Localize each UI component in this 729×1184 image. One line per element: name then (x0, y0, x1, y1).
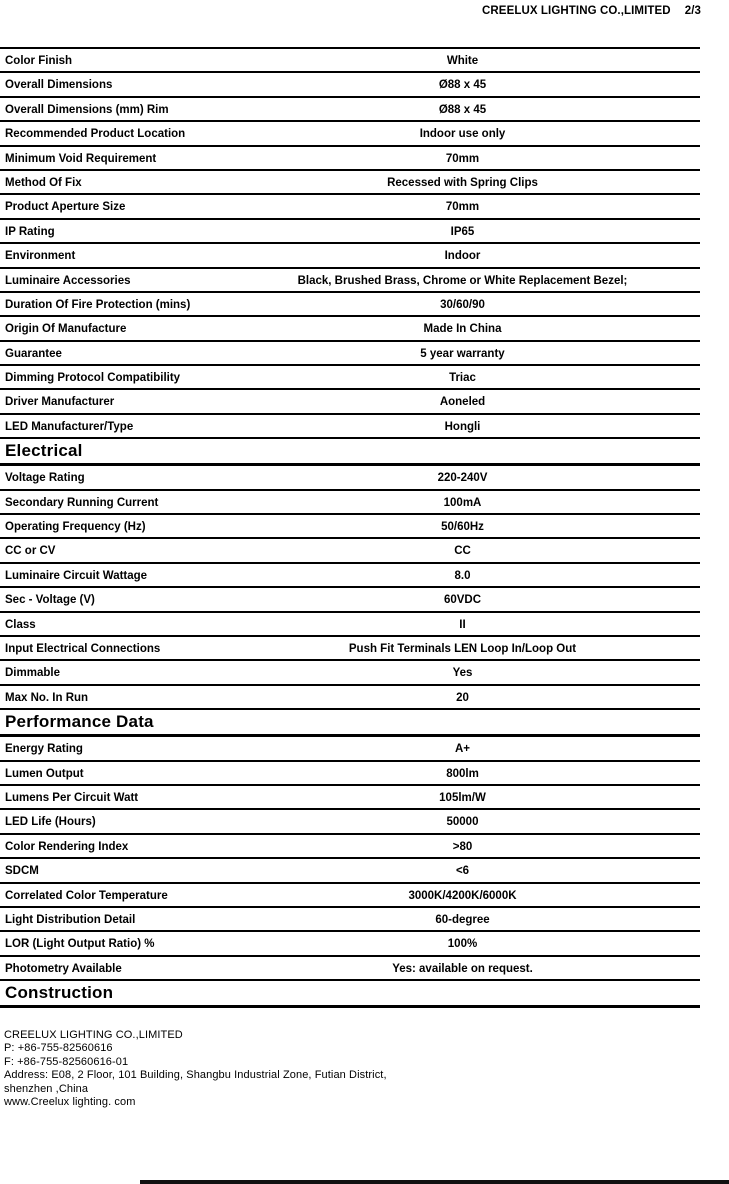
spec-label: Luminaire Circuit Wattage (5, 569, 148, 582)
spec-value: 70mm (445, 201, 480, 214)
spec-row (0, 661, 700, 685)
spec-row (0, 908, 700, 932)
spec-value: Yes (452, 667, 473, 680)
spec-row (0, 466, 700, 490)
footer-line-6: www.Creelux lighting. com (4, 1096, 136, 1109)
spec-value: 60-degree (435, 913, 490, 926)
spec-row (0, 859, 700, 883)
spec-label: Operating Frequency (Hz) (5, 521, 146, 534)
spec-value: 70mm (445, 152, 480, 165)
spec-value: Yes: available on request. (392, 962, 533, 975)
spec-row (0, 342, 700, 366)
section-title-performance-data: Performance Data (0, 710, 700, 737)
spec-label: Class (5, 618, 36, 631)
spec-label: Overall Dimensions (mm) Rim (5, 103, 169, 116)
spec-row (0, 564, 700, 588)
spec-label: IP Rating (5, 225, 55, 238)
spec-value: >80 (452, 840, 473, 853)
spec-label: CC or CV (5, 545, 56, 558)
spec-label: LOR (Light Output Ratio) % (5, 938, 155, 951)
spec-row (0, 810, 700, 834)
footer-line-4: Address: E08, 2 Floor, 101 Building, Shangbu Industrial Zone, Futian District, (4, 1069, 387, 1082)
spec-label: Energy Rating (5, 743, 83, 756)
spec-row (0, 786, 700, 810)
spec-row (0, 317, 700, 341)
next-page-edge-bar (140, 1180, 729, 1184)
spec-value: 220-240V (437, 472, 488, 485)
spec-label: Luminaire Accessories (5, 274, 131, 287)
company-name: CREELUX LIGHTING CO.,LIMITED (481, 5, 671, 17)
spec-label: Environment (5, 250, 76, 263)
spec-row (0, 366, 700, 390)
spec-label: Method Of Fix (5, 176, 82, 189)
spec-row (0, 73, 700, 97)
spec-label: Photometry Available (5, 962, 122, 975)
spec-row (0, 390, 700, 414)
spec-label: Dimming Protocol Compatibility (5, 372, 181, 385)
spec-row (0, 415, 700, 439)
spec-row (0, 269, 700, 293)
spec-row (0, 171, 700, 195)
spec-label: Minimum Void Requirement (5, 152, 157, 165)
spec-label: Lumens Per Circuit Watt (5, 791, 139, 804)
spec-value: Made In China (423, 323, 502, 336)
spec-label: Voltage Rating (5, 472, 85, 485)
spec-row (0, 147, 700, 171)
spec-value: 100% (447, 938, 478, 951)
spec-row (0, 588, 700, 612)
spec-label: Max No. In Run (5, 691, 89, 704)
spec-value: 50/60Hz (441, 521, 484, 534)
spec-label: Duration Of Fire Protection (mins) (5, 298, 191, 311)
page-number: 2/3 (684, 5, 701, 17)
spec-value: 30/60/90 (440, 298, 485, 311)
spec-value: Recessed with Spring Clips (387, 176, 538, 189)
spec-value: Aoneled (439, 396, 486, 409)
spec-value: CC (454, 545, 471, 558)
footer-line-3: F: +86-755-82560616-01 (4, 1055, 129, 1068)
spec-value: 3000K/4200K/6000K (408, 889, 517, 902)
spec-row (0, 613, 700, 637)
spec-label: Secondary Running Current (5, 496, 159, 509)
spec-row (0, 491, 700, 515)
section-title-construction: Construction (0, 981, 700, 1008)
spec-value: Hongli (444, 420, 481, 433)
spec-value: Ø88 x 45 (438, 79, 487, 92)
spec-value: Indoor use only (419, 128, 506, 141)
spec-value: 100mA (443, 496, 482, 509)
document-header (0, 0, 729, 17)
spec-label: SDCM (5, 865, 39, 878)
spec-label: Correlated Color Temperature (5, 889, 168, 902)
spec-value: Triac (449, 372, 476, 385)
spec-row (0, 293, 700, 317)
spec-label: LED Life (Hours) (5, 816, 96, 829)
spec-value: 20 (456, 691, 469, 704)
spec-row (0, 835, 700, 859)
spec-row (0, 49, 700, 73)
spec-value: II (459, 618, 466, 631)
spec-label: Input Electrical Connections (5, 642, 161, 655)
spec-label: Light Distribution Detail (5, 913, 136, 926)
spec-label: Lumen Output (5, 767, 84, 780)
spec-value: A+ (454, 743, 471, 756)
spec-value: Black, Brushed Brass, Chrome or White Replacement Bezel; (297, 274, 628, 287)
spec-table (0, 47, 700, 1008)
spec-label: Driver Manufacturer (5, 396, 115, 409)
footer-line-5: shenzhen ,China (4, 1082, 89, 1095)
spec-row (0, 932, 700, 956)
spec-value: 60VDC (443, 594, 482, 607)
spec-value: 800lm (446, 767, 479, 780)
spec-label: Recommended Product Location (5, 128, 186, 141)
spec-value: Indoor (444, 250, 481, 263)
spec-row (0, 539, 700, 563)
spec-value: Push Fit Terminals LEN Loop In/Loop Out (348, 642, 577, 655)
footer-contact-block (4, 1029, 729, 1109)
spec-row (0, 515, 700, 539)
spec-label: Color Rendering Index (5, 840, 129, 853)
spec-row (0, 220, 700, 244)
spec-label: Guarantee (5, 347, 62, 360)
spec-value: 8.0 (454, 569, 471, 582)
footer-line-2: P: +86-755-82560616 (4, 1042, 113, 1055)
spec-row (0, 686, 700, 710)
spec-value: Ø88 x 45 (438, 103, 487, 116)
spec-label: LED Manufacturer/Type (5, 420, 134, 433)
spec-label: Overall Dimensions (5, 79, 113, 92)
spec-value: 50000 (446, 816, 479, 829)
spec-label: Color Finish (5, 55, 73, 67)
spec-row (0, 195, 700, 219)
spec-row (0, 244, 700, 268)
spec-value: White (446, 55, 479, 67)
spec-label: Sec - Voltage (V) (5, 594, 95, 607)
spec-row (0, 762, 700, 786)
spec-row (0, 98, 700, 122)
spec-row (0, 957, 700, 981)
spec-label: Dimmable (5, 667, 60, 680)
spec-value: <6 (455, 865, 470, 878)
spec-row (0, 737, 700, 761)
spec-value: 5 year warranty (420, 347, 505, 360)
spec-label: Origin Of Manufacture (5, 323, 127, 336)
section-title-electrical: Electrical (0, 439, 700, 466)
spec-row (0, 122, 700, 146)
spec-value: IP65 (450, 225, 475, 238)
spec-value: 105lm/W (439, 791, 486, 804)
spec-row (0, 884, 700, 908)
spec-row (0, 637, 700, 661)
spec-label: Product Aperture Size (5, 201, 126, 214)
footer-line-1: CREELUX LIGHTING CO.,LIMITED (4, 1029, 183, 1042)
